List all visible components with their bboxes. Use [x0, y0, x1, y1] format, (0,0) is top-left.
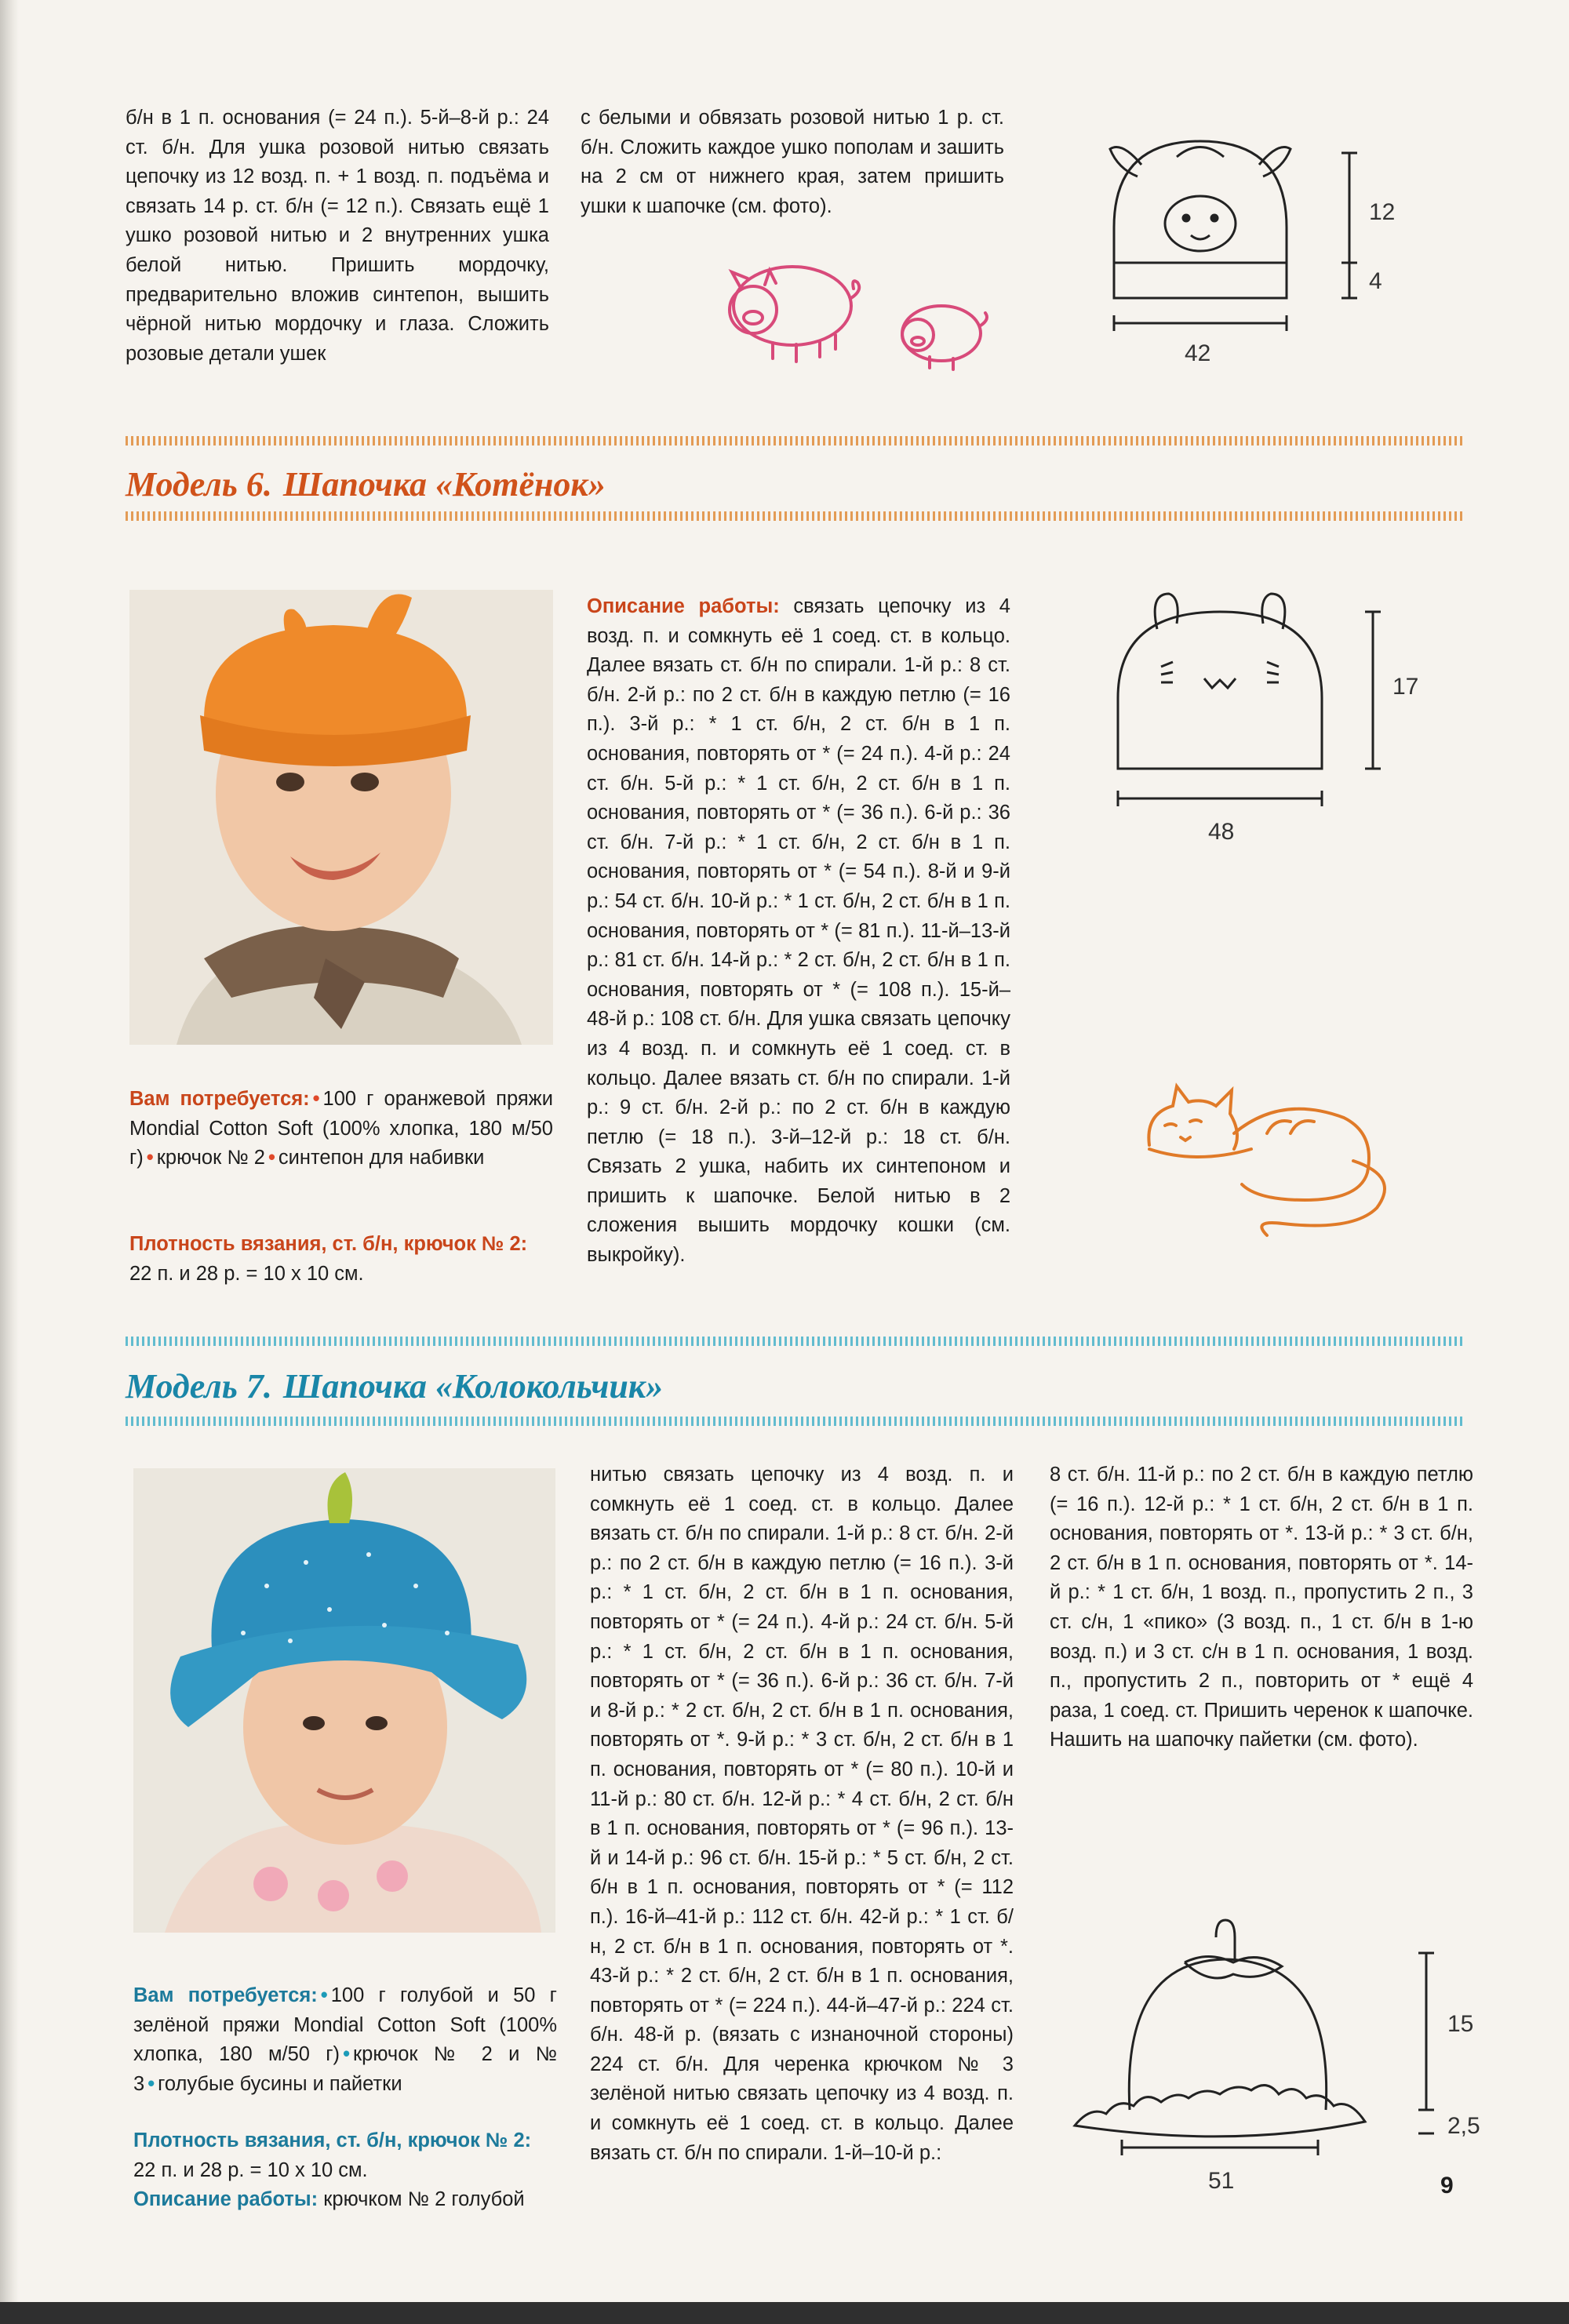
model6-materials: [129, 1085, 553, 1173]
model6-photo: [129, 590, 553, 1045]
model6-gauge: [129, 1230, 569, 1289]
model7-diagram-brim: 2,5: [1447, 2113, 1480, 2139]
bullet-icon: •: [343, 2043, 350, 2066]
top-col2-text: с белыми и обвязать розовой нитью 1 р. ст. б/н. Сложить каждое ушко пополам и зашить на 2 см от нижнего края, затем пришить ушки к шапочке (см. фото).: [581, 107, 1004, 217]
model6-materials-label: Вам потребуется:: [129, 1088, 310, 1110]
model7-title: [126, 1365, 663, 1409]
top-diagram-band: 4: [1369, 268, 1382, 294]
model6-number: Модель 6.: [126, 465, 272, 504]
top-text-column-2: [581, 104, 1004, 221]
model6-description: [587, 592, 1010, 1271]
model6-gauge-label: Плотность вязания, ст. б/н, крючок № 2:: [129, 1233, 528, 1255]
model7-col3-text: 8 ст. б/н. 11-й р.: по 2 ст. б/н в каждую петлю (= 16 п.). 12-й р.: * 1 ст. б/н, 2 ст. б/н в 1 п. основания, повторять от *. 13-й р.: * 3 ст. б/н, 2 ст. б/н в 1 п. основания, повторять от *. 14-й р.: * 1 ст. б/н, 1 возд. п., пропустить 2 п., 3 ст. с/н, 1 «пико» (3 возд. п., 1 ст. б/н в 1-ю возд. п.) и 3 ст. с/н в 1 п. основания, 1 возд. п., пропустить 2 п., повторить от * ещё 4 раза, 1 соед. ст. Пришить черенок к шапочке. Нашить на шапочку пайетки (см. фото).: [1050, 1464, 1473, 1751]
page-number: 9: [1440, 2173, 1454, 2199]
model7-hat-diagram: [1067, 1914, 1506, 2204]
model7-text-column-2: [590, 1460, 1014, 2168]
model6-name: Шапочка «Котёнок»: [282, 465, 606, 504]
model6-hat-diagram: [1098, 580, 1428, 847]
model7-material-1: 100 г голубой и 50 г зелёной пряжи Mondial Cotton Soft (100% хлопка, 180 м/50 г): [133, 1984, 557, 2066]
model6-material-2: крючок № 2: [156, 1147, 265, 1169]
top-hat-diagram: [1098, 118, 1428, 384]
model6-material-1: 100 г оранжевой пряжи Mondial Cotton Soft (100% хлопка, 180 м/50 г): [129, 1088, 553, 1169]
model7-gauge-value: 22 п. и 28 р. = 10 х 10 см.: [133, 2159, 368, 2181]
top-text-column-1: [126, 104, 549, 369]
sleeping-cat-illustration: [1141, 1059, 1400, 1239]
model6-rule-bottom: [126, 511, 1463, 521]
model7-diagram-height: 15: [1447, 2011, 1474, 2037]
bullet-icon: •: [147, 2072, 155, 2095]
model6-diagram-width: 48: [1208, 819, 1235, 845]
page-binding-edge: [0, 0, 19, 2324]
top-col1-text: б/н в 1 п. основания (= 24 п.). 5-й–8-й р.: 24 ст. б/н. Для ушка розовой нитью связать цепочку из 12 возд. п. + 1 возд. п. подъёма и связать 14 р. ст. б/н (= 12 п.). Связать ещё 1 ушко розовой нитью и 2 внутренних ушка белой нитью. Пришить мордочку, предварительно вложив синтепон, вышить чёрной нитью мордочку и глаза. Сложить розовые детали ушек: [126, 107, 549, 365]
model7-material-2: крючок № 2 и № 3: [133, 2043, 557, 2095]
model7-number: Модель 7.: [126, 1367, 272, 1406]
model6-material-3: синтепон для набивки: [278, 1147, 485, 1169]
model7-description-label: Описание работы:: [133, 2188, 319, 2211]
top-diagram-width: 42: [1185, 340, 1211, 366]
top-diagram-height: 12: [1369, 199, 1396, 225]
model6-description-label: Описание работы:: [587, 595, 780, 617]
page-bottom-edge: [0, 2302, 1569, 2324]
model7-materials: [133, 1981, 557, 2099]
model6-gauge-value: 22 п. и 28 р. = 10 х 10 см.: [129, 1262, 364, 1285]
model7-materials-label: Вам потребуется:: [133, 1984, 318, 2006]
model7-photo: [133, 1468, 555, 1933]
bullet-icon: •: [268, 1147, 275, 1169]
bullet-icon: •: [146, 1147, 154, 1169]
model7-gauge: [133, 2126, 573, 2215]
pigs-illustration: [718, 247, 1000, 373]
model7-gauge-label: Плотность вязания, ст. б/н, крючок № 2:: [133, 2129, 532, 2151]
model6-rule-top: [126, 436, 1463, 446]
model7-material-3: голубые бусины и пайетки: [158, 2072, 402, 2095]
model6-diagram-height: 17: [1392, 674, 1419, 700]
bullet-icon: •: [312, 1088, 320, 1110]
model7-rule-top: [126, 1337, 1463, 1346]
model7-diagram-width: 51: [1208, 2168, 1235, 2194]
model7-text-column-3: [1050, 1460, 1473, 1755]
model7-col2-text: нитью связать цепочку из 4 возд. п. и сомкнуть её 1 соед. ст. в кольцо. Далее вязать ст. б/н по спирали. 1-й р.: 8 ст. б/н. 2-й р.: по 2 ст. б/н в каждую петлю (= 16 п.). 3-й р.: * 1 ст. б/н, 2 ст. б/н в 1 п. основания, повторять от * (= 24 п.). 4-й р.: 24 ст. б/н. 5-й р.: * 1 ст. б/н, 2 ст. б/н в 1 п. основания, повторять от * (= 36 п.). 6-й р.: 36 ст. б/н. 7-й и 8-й р.: * 2 ст. б/н, 2 ст. б/н в 1 п. основания, повторять от *. 9-й р.: * 3 ст. б/н, 2 ст. б/н в 1 п. основания, повторять от * (= 80 п.). 10-й и 11-й р.: 80 ст. б/н. 12-й р.: * 4 ст. б/н, 2 ст. б/н в 1 п. основания, повторять от * (= 96 п.). 13-й и 14-й р.: 96 ст. б/н. 15-й р.: * 5 ст. б/н, 2 ст. б/н в 1 п. основания, повторять от * (= 112 п.). 16-й–41-й р.: 112 ст. б/н. 42-й р.: * 1 ст. б/н, 2 ст. б/н в 1 п. основания, повторять от *. 43-й р.: * 2 ст. б/н, 2 ст. б/н в 1 п. основания, повторять от * (= 224 п.). 44-й–47-й р.: 224 ст. б/н. 48-й р. (вязать с изнаночной стороны) 224 ст. б/н. Для черенка крючком № 3 зелёной нитью связать цепочку из 4 возд. п. и сомкнуть её 1 соед. ст. в кольцо. Далее вязать ст. б/н по спирали. 1-й–10-й р.:: [590, 1464, 1014, 2164]
model7-rule-bottom: [126, 1417, 1463, 1426]
model6-description-text: связать цепочку из 4 возд. п. и сомкнуть её 1 соед. ст. в кольцо. Далее вязать ст. б/н по спирали. 1-й р.: 8 ст. б/н. 2-й р.: по 2 ст. б/н в каждую петлю (= 16 п.). 3-й р.: * 1 ст. б/н, 2 ст. б/н в 1 п. основания, повторять от * (= 24 п.). 4-й р.: 24 ст. б/н. 5-й р.: * 1 ст. б/н, 2 ст. б/н в 1 п. основания, повторять от * (= 36 п.). 6-й р.: 36 ст. б/н. 7-й р.: * 1 ст. б/н, 2 ст. б/н в 1 п. основания, повторять от * (= 54 п.). 8-й и 9-й р.: 54 ст. б/н. 10-й р.: * 1 ст. б/н, 2 ст. б/н в 1 п. основания, повторять от * (= 81 п.). 11-й–13-й р.: 81 ст. б/н. 14-й р.: * 2 ст. б/н, 2 ст. б/н в 1 п. основания, повторять от * (= 108 п.). 15-й–48-й р.: 108 ст. б/н. Для ушка связать цепочку из 4 возд. п. и сомкнуть её 1 соед. ст. в кольцо. Далее вязать ст. б/н по спирали. 1-й р.: 9 ст. б/н. 2-й р.: по 2 ст. б/н в каждую петлю (= 18 п.). 3-й–12-й р.: 18 ст. б/н. Связать 2 ушка, набить их синтепоном и пришить к шапочке. Белой нитью в 2 сложения вышить мордочку кошки (см. выкройку).: [587, 595, 1010, 1267]
model7-description-start: крючком № 2 голубой: [323, 2188, 525, 2211]
model7-name: Шапочка «Колокольчик»: [282, 1367, 664, 1406]
bullet-icon: •: [320, 1984, 328, 2006]
model6-title: [126, 463, 606, 507]
